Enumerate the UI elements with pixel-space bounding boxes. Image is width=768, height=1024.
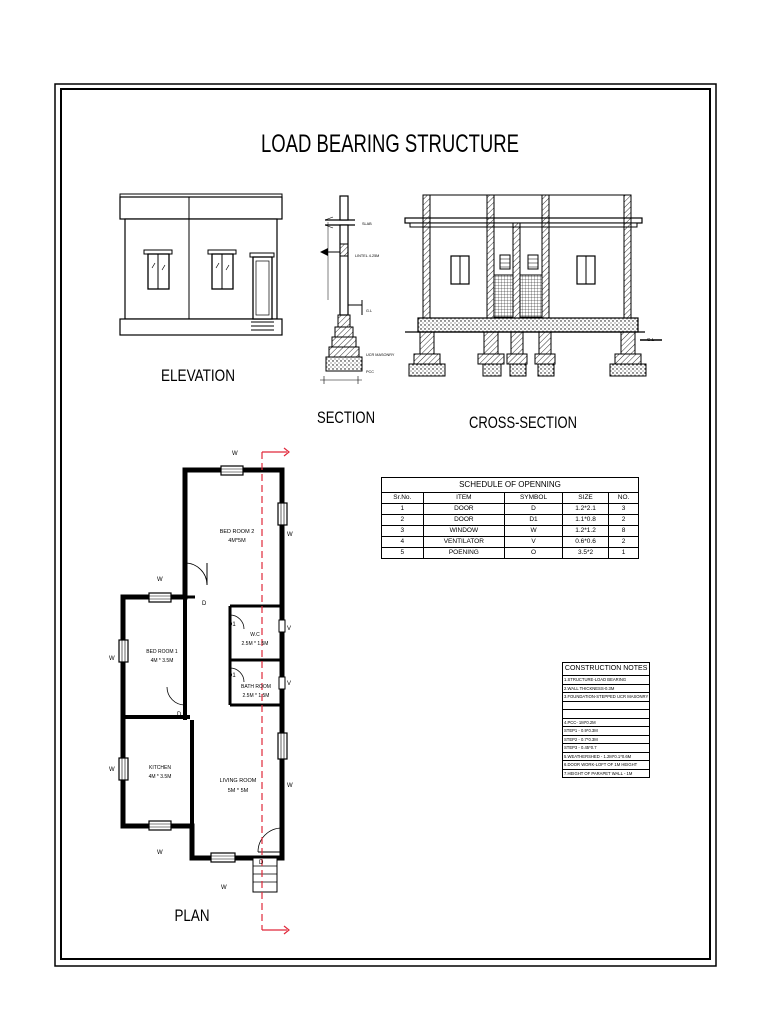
ventilator-tag: V xyxy=(287,681,292,687)
door-small-tag: D1 xyxy=(228,673,236,679)
window-tag: W xyxy=(109,656,115,662)
notes-item xyxy=(563,701,650,710)
schedule-cell: 1 xyxy=(609,548,639,559)
notes-item: STEP2 - 0.7*0.3M xyxy=(563,735,650,744)
schedule-cell: D xyxy=(505,504,563,515)
room-wc-size: 2.5M * 1.5M xyxy=(241,641,269,647)
notes-row xyxy=(563,769,650,778)
schedule-row xyxy=(382,537,639,548)
notes-row xyxy=(563,701,650,710)
notes-row xyxy=(563,761,650,770)
notes-item: 2.WALL THICKNESS-0.3M xyxy=(563,684,650,693)
notes-item: 5.WEATHERSHED - 1.2M*0.1*0.6M xyxy=(563,752,650,761)
schedule-cell: POENING xyxy=(423,548,505,559)
schedule-cell: O xyxy=(505,548,563,559)
schedule-header-row xyxy=(382,493,639,504)
schedule-cell: 3 xyxy=(609,504,639,515)
notes-row xyxy=(563,684,650,693)
room-kitchen-name: KITCHEN xyxy=(149,765,171,771)
section-ground-note: G.L xyxy=(366,309,373,313)
schedule-cell: 1.2*1.2 xyxy=(562,526,608,537)
door-tag: D xyxy=(177,712,182,718)
notes-item: STEP3 - 0.45*0.7 xyxy=(563,744,650,753)
notes-row xyxy=(563,727,650,736)
schedule-cell: 8 xyxy=(609,526,639,537)
schedule-header-cell: ITEM xyxy=(423,493,505,504)
door-tag: D xyxy=(259,860,264,866)
plan-label: PLAN xyxy=(174,906,210,925)
schedule-header-cell: Sr.No. xyxy=(382,493,424,504)
schedule-header-cell: SYMBOL xyxy=(505,493,563,504)
schedule-cell: DOOR xyxy=(423,504,505,515)
schedule-cell: D1 xyxy=(505,515,563,526)
section-label: SECTION xyxy=(317,408,375,427)
notes-item: 1.STRUCTURE-LOAD BEARING xyxy=(563,676,650,685)
notes-item: 3.FOUNDATION-STEPPED UCR MASONRY xyxy=(564,694,649,699)
notes-row xyxy=(563,752,650,761)
schedule-header-cell: SIZE xyxy=(562,493,608,504)
window-tag: W xyxy=(221,885,227,891)
schedule-cell: 1.2*2.1 xyxy=(562,504,608,515)
room-bed1-name: BED ROOM 1 xyxy=(146,649,178,655)
schedule-cell: 3 xyxy=(382,526,424,537)
room-bed2-name: BED ROOM 2 xyxy=(219,529,255,535)
window-tag: W xyxy=(287,783,293,789)
notes-row xyxy=(563,735,650,744)
schedule-cell: 2 xyxy=(609,515,639,526)
room-bath-name: BATH ROOM xyxy=(241,684,271,690)
schedule-header-cell: NO. xyxy=(609,493,639,504)
notes-item: STEP1 - 0.9*0.3M xyxy=(563,727,650,736)
schedule-row xyxy=(382,548,639,559)
room-kitchen-size: 4M * 3.5M xyxy=(148,774,172,780)
schedule-cell: DOOR xyxy=(423,515,505,526)
cross-section-label: CROSS-SECTION xyxy=(469,413,577,432)
schedule-cell: 2 xyxy=(609,537,639,548)
room-bed2-size: 4M*5M xyxy=(228,538,246,544)
schedule-cell: VENTILATOR xyxy=(423,537,505,548)
section-view xyxy=(320,196,362,384)
ventilator-tag: V xyxy=(287,626,292,632)
notes-row xyxy=(563,718,650,727)
section-masonry-note: UCR MASONRY xyxy=(366,353,395,357)
notes-row xyxy=(563,710,650,719)
notes-row xyxy=(563,676,650,685)
schedule-cell: 1.1*0.8 xyxy=(562,515,608,526)
notes-row xyxy=(563,693,650,702)
schedule-cell: 0.6*0.6 xyxy=(562,537,608,548)
notes-title: CONSTRUCTION NOTES xyxy=(562,662,650,675)
room-bath-size: 2.5M * 1.5M xyxy=(242,693,270,699)
notes-item: 4.PCC- 1M*0.2M xyxy=(563,718,650,727)
notes-item: 7.HEIGHT OF PARAPET WALL - 1M xyxy=(563,769,650,778)
window-tag: W xyxy=(109,767,115,773)
schedule-row xyxy=(382,504,639,515)
schedule-cell: 2 xyxy=(382,515,424,526)
section-pcc-note: PCC xyxy=(366,370,375,374)
door-tag: D xyxy=(202,601,207,607)
schedule-cell: WINDOW xyxy=(423,526,505,537)
notes-row xyxy=(563,744,650,753)
window-tag: W xyxy=(157,577,163,583)
door-small-tag: D1 xyxy=(228,622,236,628)
room-bed1-size: 4M * 3.5M xyxy=(150,658,174,664)
elevation-label: ELEVATION xyxy=(161,366,235,385)
sheet-title: LOAD BEARING STRUCTURE xyxy=(261,130,519,158)
cross-section-view xyxy=(405,195,662,376)
room-wc-name: W.C xyxy=(250,632,260,638)
section-slab-note: SLAB xyxy=(362,222,372,226)
cross-section-ground-note: G.L xyxy=(647,337,655,342)
schedule-cell: V xyxy=(505,537,563,548)
schedule-row xyxy=(382,526,639,537)
room-living-name: LIVING ROOM xyxy=(219,778,257,784)
schedule-title: SCHEDULE OF OPENNING xyxy=(381,477,639,492)
schedule-cell: 1 xyxy=(382,504,424,515)
window-tag: W xyxy=(232,451,238,457)
schedule-cell: 5 xyxy=(382,548,424,559)
schedule-cell: W xyxy=(505,526,563,537)
schedule-row xyxy=(382,515,639,526)
construction-notes-table xyxy=(562,662,650,778)
schedule-cell: 3.5*2 xyxy=(562,548,608,559)
schedule-cell: 4 xyxy=(382,537,424,548)
elevation-view xyxy=(120,194,282,335)
room-living-size: 5M * 5M xyxy=(227,788,249,794)
notes-item: 6.DOOR WORK-LOFT OF 1M HEIGHT xyxy=(563,761,650,770)
section-lintel-note: LINTEL 4.25M xyxy=(355,254,380,258)
window-tag: W xyxy=(287,532,293,538)
plan-view xyxy=(119,448,292,934)
schedule-of-openings-table xyxy=(381,477,639,559)
notes-item xyxy=(563,710,650,719)
window-tag: W xyxy=(157,850,163,856)
